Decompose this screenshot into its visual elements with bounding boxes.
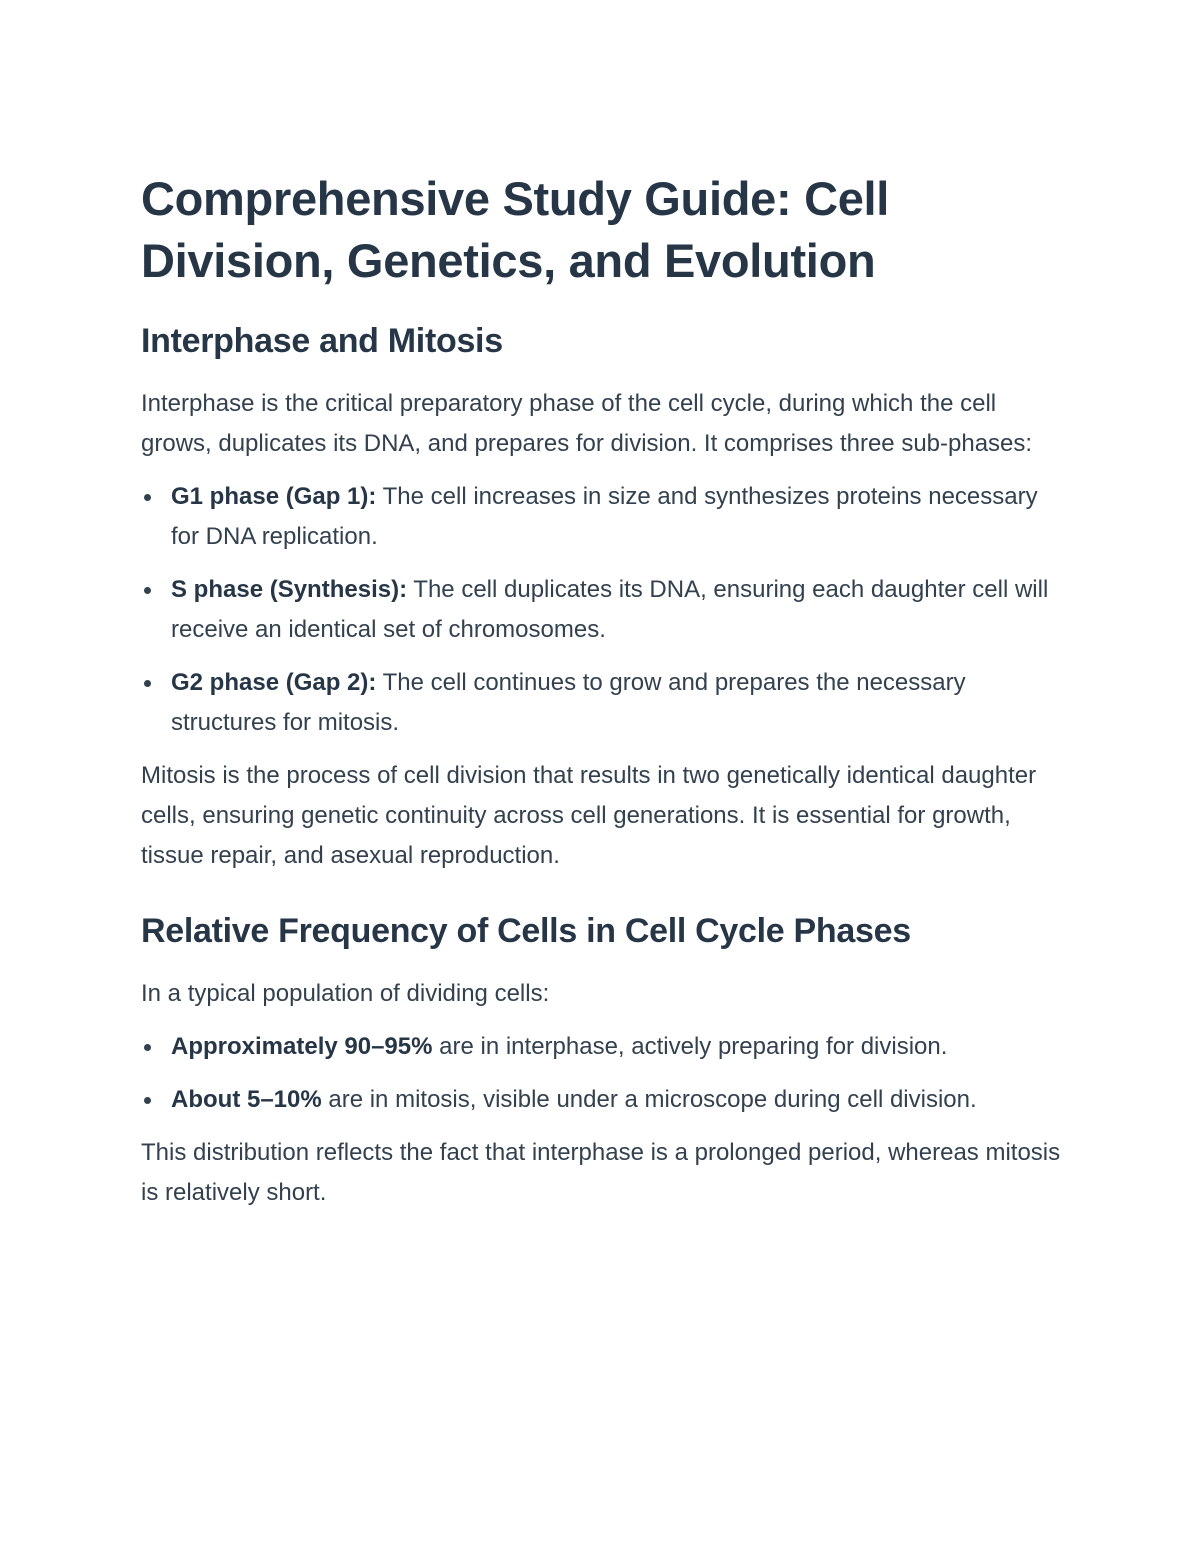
subphase-list — [141, 477, 1061, 743]
list-item-text: The cell duplicates its DNA, ensuring each daughter cell will receive an identical set of chromosomes. — [171, 576, 1049, 643]
mitosis-paragraph: Mitosis is the process of cell division that results in two genetically identical daughter cells, ensuring genetic continuity across cell generations. It is essential for growth, tissue repair, and asexual reproduction. — [141, 762, 1037, 869]
bullet-icon — [144, 1044, 151, 1051]
list-item — [141, 663, 1061, 743]
list-item-text: are in mitosis, visible under a microscope during cell division. — [321, 1086, 977, 1113]
list-item — [141, 1027, 1061, 1067]
list-item-term: About 5–10% — [171, 1086, 322, 1113]
list-item-text: are in interphase, actively preparing for division. — [432, 1033, 948, 1060]
list-item-term: G1 phase (Gap 1): — [171, 483, 377, 510]
list-item-text: The cell increases in size and synthesizes proteins necessary for DNA replication. — [171, 483, 1038, 550]
bullet-icon — [144, 494, 151, 501]
list-item-term: Approximately 90–95% — [171, 1033, 433, 1060]
list-item — [141, 1080, 1061, 1120]
interphase-intro-paragraph: Interphase is the critical preparatory phase of the cell cycle, during which the cell grows, duplicates its DNA, and prepares for division. It comprises three sub-phases: — [141, 390, 1033, 457]
section-heading-interphase-mitosis: Interphase and Mitosis — [141, 322, 503, 360]
list-item-term: S phase (Synthesis): — [171, 576, 408, 603]
frequency-intro-paragraph: In a typical population of dividing cells: — [141, 980, 550, 1007]
list-item — [141, 477, 1061, 557]
list-item — [141, 570, 1061, 650]
frequency-list — [141, 1027, 1061, 1120]
document-page — [141, 168, 1061, 1213]
distribution-paragraph: This distribution reflects the fact that interphase is a prolonged period, whereas mitosis is relatively short. — [141, 1139, 1061, 1206]
bullet-icon — [144, 680, 151, 687]
list-item-text: The cell continues to grow and prepares the necessary structures for mitosis. — [171, 669, 966, 736]
list-item-term: G2 phase (Gap 2): — [171, 669, 377, 696]
page-title: Comprehensive Study Guide: Cell Division, Genetics, and Evolution — [141, 172, 890, 287]
bullet-icon — [144, 587, 151, 594]
bullet-icon — [144, 1097, 151, 1104]
section-heading-relative-frequency: Relative Frequency of Cells in Cell Cycle Phases — [141, 912, 911, 950]
